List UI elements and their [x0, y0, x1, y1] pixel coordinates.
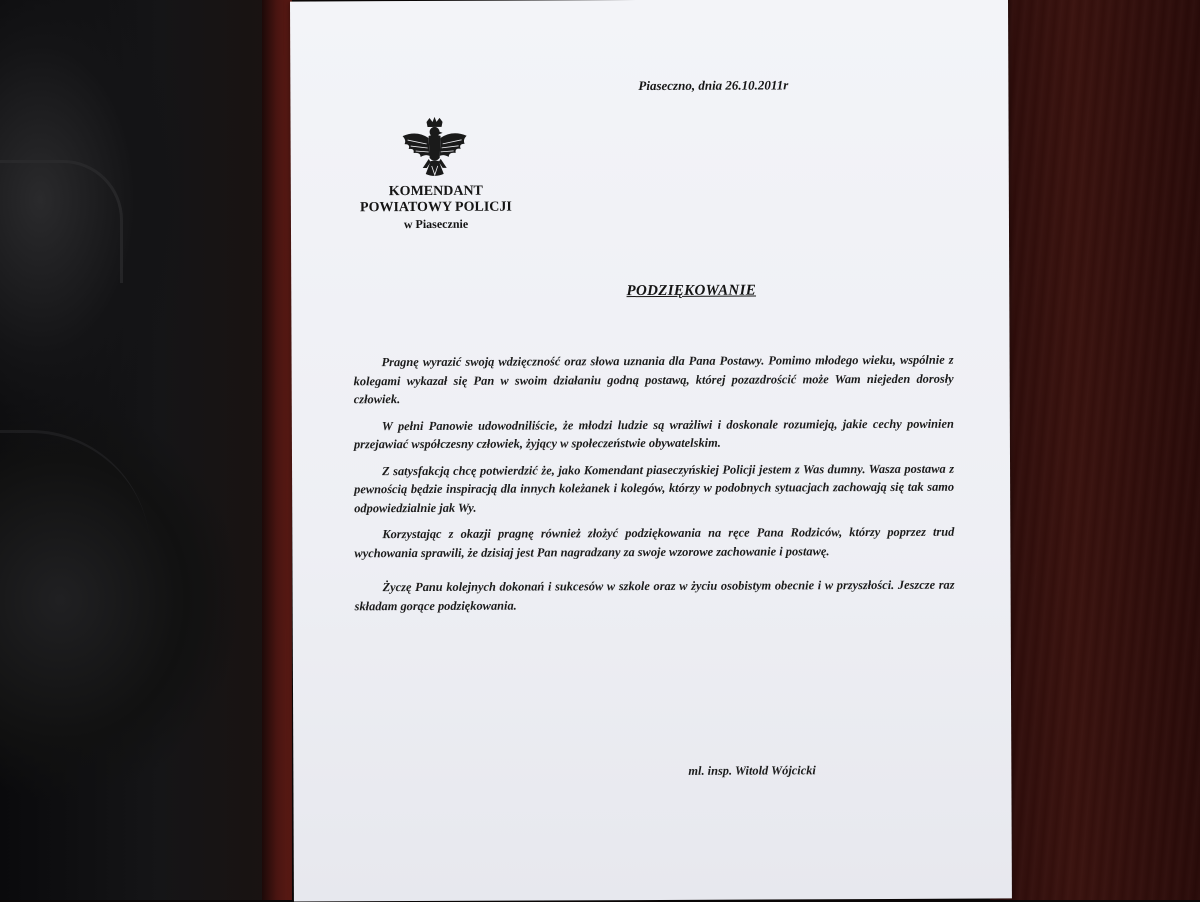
chair-seam: [0, 160, 123, 283]
body-paragraph: Pragnę wyrazić swoją wdzięczność oraz słowa uznania dla Pana Postawy. Pomimo młodego wieku, wspólnie z kolegami wykazał się Pan w swoim działaniu godną postawą, której pozazdrościć może Wam niejeden dorosły człowiek.: [353, 352, 954, 407]
institution-line-2: POWIATOWY POLICJI: [359, 199, 512, 216]
institution-line-3: w Piasecznie: [403, 216, 469, 232]
folder-edge: [262, 0, 292, 900]
letter-paper: [290, 0, 1012, 902]
polish-eagle-icon: [399, 116, 471, 186]
signature-line: ml. insp. Witold Wójcicki: [688, 763, 816, 778]
body-paragraph: Z satysfakcją chcę potwierdzić że, jako Komendant piaseczyńskiej Policji jestem z Was dumny. Wasza postawa z pewnością będzie inspiracją dla innych koleżanek i kolegów, którzy w podobnych sytuacjach zachowają się tak samo odpowiedzialnie jak Wy.: [354, 461, 955, 515]
chair-seam: [0, 430, 150, 613]
letter-title: PODZIĘKOWANIE: [626, 282, 757, 300]
body-paragraph: Korzystając z okazji pragnę również złożyć podziękowania na ręce Pana Rodziców, którzy poprzez trud wychowania sprawili, że dzisiaj jest Pan nagradzany za swoje wzorowe zachowanie i postawę.: [354, 524, 955, 560]
institution-line-1: KOMENDANT: [388, 183, 483, 200]
institution-header: [331, 183, 541, 232]
date-line: Piaseczno, dnia 26.10.2011r: [638, 77, 789, 94]
background-chair: [0, 0, 290, 900]
background-wood-table: [990, 0, 1200, 900]
letter-body: [354, 351, 955, 624]
body-paragraph: Życzę Panu kolejnych dokonań i sukcesów w szkole oraz w życiu osobistym obecnie i w przyszłości. Jeszcze raz składam gorące podziękowania.: [354, 577, 955, 613]
body-paragraph: W pełni Panowie udowodniliście, że młodzi ludzie są wrażliwi i doskonale rozumieją, jakie cechy powinien przejawiać współczesny człowiek, żyjący w społeczeństwie obywatelskim.: [353, 416, 954, 452]
